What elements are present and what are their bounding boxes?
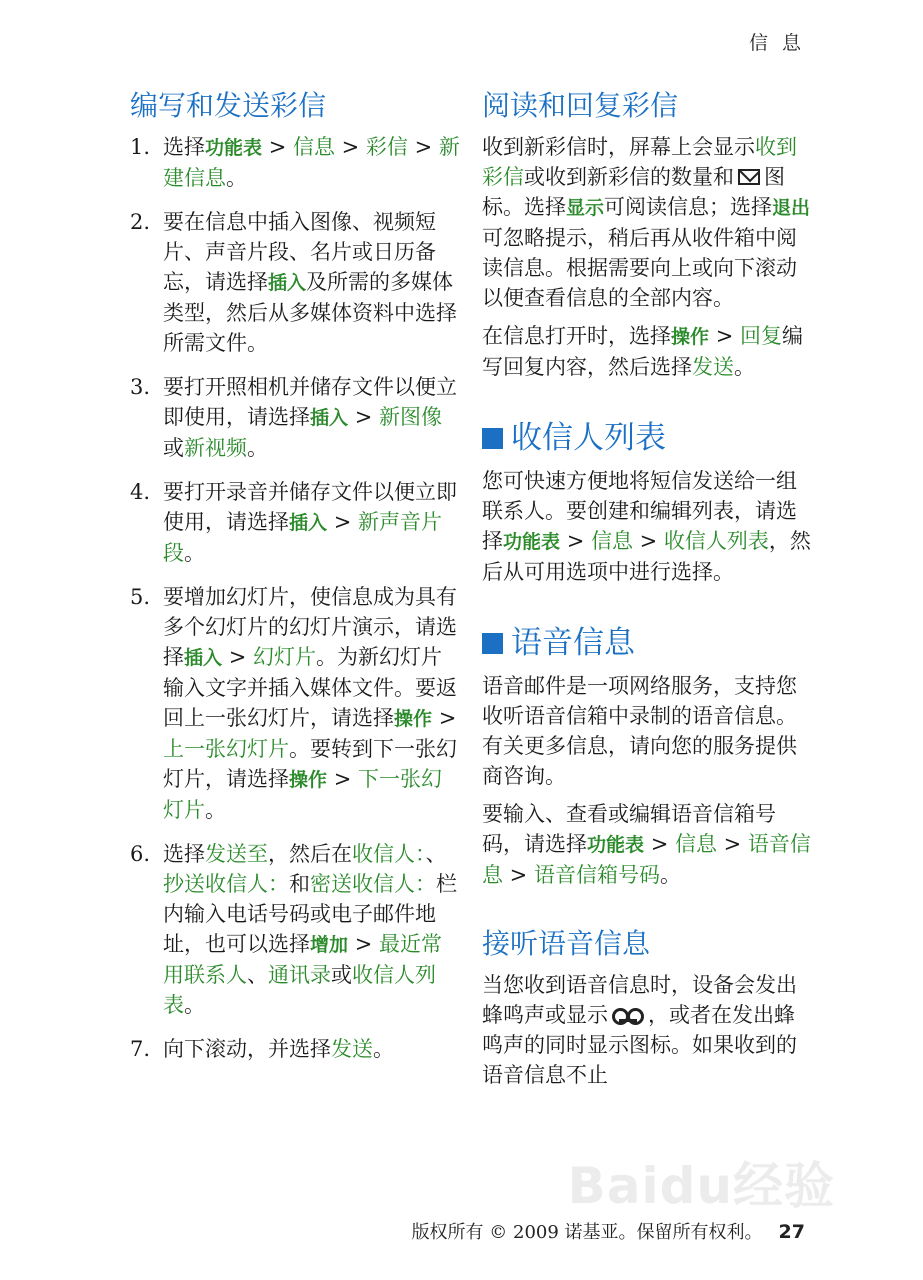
text-run: 。 [659,863,681,887]
step-number: 7. [130,1037,151,1061]
section-title-voice-messages: 语音信息 [482,623,812,663]
text-run: 可阅读信息；选择 [604,195,773,219]
softkey-label: 退出 [772,197,811,219]
text-run: 或收到新彩信的数量和 [524,165,734,189]
text-run: > [327,767,358,791]
text-run: 。 [734,355,755,379]
text-run: > [432,706,457,730]
text-run: 要打开录音并储存文件以便立即使用，请选择 [163,480,457,534]
step-number: 1. [130,135,151,159]
menu-path-item: 彩信 [365,135,408,159]
menu-path-item: 收信人列表 [663,529,769,553]
text-run: 图标。选择 [482,165,785,219]
menu-path-item: 回复 [739,324,782,348]
text-run: > [327,510,358,534]
step-item [130,207,460,358]
text-run: > [334,135,366,159]
text-run: > [632,529,664,553]
paragraph [482,799,812,890]
softkey-label: 显示 [566,197,605,219]
step-number: 3. [130,375,151,399]
softkey-label: 插入 [268,272,307,294]
menu-path-item: 新视频 [184,436,247,460]
text-run: 、 [425,842,447,866]
softkey-label: 增加 [310,934,349,956]
text-run: 要输入、查看或编辑语音信箱号码，请选择 [482,802,776,856]
step-item [130,372,460,463]
text-run: > [716,832,748,856]
text-run: 语音邮件是一项网络服务，支持您收听语音信箱中录制的语音信息。有关更多信息，请向您的服务提供商咨询。 [482,674,797,788]
menu-path-item: 密送收信人： [310,872,436,896]
menu-path-item: 新图像 [378,405,442,429]
text-run: 、 [247,963,268,987]
text-run: 。 [184,993,205,1017]
text-run: 可忽略提示，稍后再从收件箱中阅读信息。根据需要向上或向下滚动以便查看信息的全部内容。 [482,226,797,310]
text-run: 编写回复内容，然后选择 [482,324,803,379]
softkey-label: 插入 [310,407,349,429]
running-header: 信 息 [748,32,805,54]
step-item [130,477,460,568]
copyright-text: 版权所有 © 2009 诺基亚。保留所有权利。 [411,1222,763,1243]
menu-path-item: 收信人： [352,842,426,866]
step-number: 6. [130,842,151,866]
menu-path-item: 信息 [292,135,335,159]
menu-path-item: 上一张幻灯片 [163,737,289,761]
step-number: 5. [130,585,151,609]
menu-path-item: 发送 [331,1037,373,1061]
text-run: 选择 [163,842,205,866]
section-title-read-reply: 阅读和回复彩信 [482,89,679,122]
section-title-recipient-list: 收信人列表 [482,418,812,458]
page-number: 27 [778,1221,805,1243]
text-run: ，然后在 [268,842,352,866]
text-run: 当您收到语音信息时，设备会发出蜂鸣声或显示 [482,973,797,1027]
square-bullet-icon [482,633,503,654]
menu-path-item: 新建信息 [163,135,460,190]
step-item [130,132,460,193]
text-run: 。 [184,541,205,565]
menu-path-item: 幻灯片 [252,645,316,669]
paragraph [482,132,812,313]
text-run: 或 [163,436,184,460]
menu-path-item: 发送 [692,355,734,379]
text-run: > [407,135,439,159]
menu-path-item: 抄送收信人： [163,872,289,896]
text-run: ，然后从可用选项中进行选择。 [482,529,811,584]
text-run: > [262,135,293,159]
text-run: 或 [331,963,352,987]
text-run: 。 [205,798,226,822]
text-run: > [709,324,740,348]
section-title-compose-mms: 编写和发送彩信 [130,89,327,122]
text-run: 及所需的多媒体类型，然后从多媒体资料中选择所需文件。 [163,270,457,355]
text-run: 。 [247,436,268,460]
step-number: 2. [130,210,151,234]
text-run: 要增加幻灯片，使信息成为具有多个幻灯片的幻灯片演示，请选择 [163,585,457,669]
text-run: 。 [226,166,247,190]
step-item [130,839,460,1020]
text-run: 向下滚动，并选择 [163,1037,331,1061]
left-column [130,88,460,1078]
menu-path-item: 最近常用联系人 [163,932,442,987]
paragraph [482,970,812,1090]
menu-path-item: 语音信息 [482,832,811,887]
text-run: 收到新彩信时，屏幕上会显示 [482,135,755,159]
softkey-label: 功能表 [503,531,561,553]
text-run: > [644,832,675,856]
text-run: ，或者在发出蜂鸣声的同时显示图标。如果收到的语音信息不止 [482,1003,797,1087]
menu-path-item: 信息 [674,832,717,856]
text-run: 要打开照相机并储存文件以便立即使用，请选择 [163,375,457,429]
steps-list [130,132,460,1064]
step-item [130,582,460,825]
softkey-label: 操作 [289,769,328,791]
text-run: > [560,529,591,553]
menu-path-item: 发送至 [205,842,268,866]
text-run: 选择 [163,135,205,159]
mail-icon [738,169,760,185]
text-run: 在信息打开时，选择 [482,324,671,348]
text-run: > [503,863,534,887]
menu-path-item: 下一张幻灯片 [163,767,442,822]
menu-path-item: 通讯录 [268,963,331,987]
section-title-listen-voice: 接听语音信息 [482,927,651,960]
paragraph [482,671,812,791]
softkey-label: 操作 [394,708,433,730]
paragraph [482,466,812,587]
page-footer [412,1218,805,1244]
right-column [482,88,812,1098]
menu-path-item: 收到彩信 [482,135,797,189]
square-bullet-icon [482,428,503,449]
text-run: 要在信息中插入图像、视频短片、声音片段、名片或日历备忘，请选择 [163,210,436,294]
paragraph [482,321,812,382]
menu-path-item: 语音信箱号码 [533,863,660,887]
menu-path-item: 信息 [590,529,633,553]
step-item [130,1034,460,1064]
text-run: > [348,405,379,429]
step-number: 4. [130,480,151,504]
text-run: 您可快速方便地将短信发送给一组联系人。要创建和编辑列表，请选择 [482,469,797,553]
text-run: > [348,932,379,956]
text-run: 。为新幻灯片输入文字并插入媒体文件。要返回上一张幻灯片，请选择 [163,645,457,730]
softkey-label: 插入 [184,647,223,669]
softkey-label: 插入 [289,512,328,534]
text-run: 。要转到下一张幻灯片，请选择 [163,737,457,791]
text-run: 栏内输入电话号码或电子邮件地址，也可以选择 [163,872,457,956]
softkey-label: 功能表 [205,137,263,159]
text-run: 和 [289,872,310,896]
menu-path-item: 新声音片段 [163,510,442,565]
softkey-label: 操作 [671,326,710,348]
text-run: > [222,645,253,669]
voicemail-icon [612,1008,644,1024]
menu-path-item: 收信人列表 [163,963,436,1017]
text-run: 。 [373,1037,394,1061]
baidu-watermark-logo: Baidu经验 [567,1157,835,1215]
softkey-label: 功能表 [587,834,645,856]
